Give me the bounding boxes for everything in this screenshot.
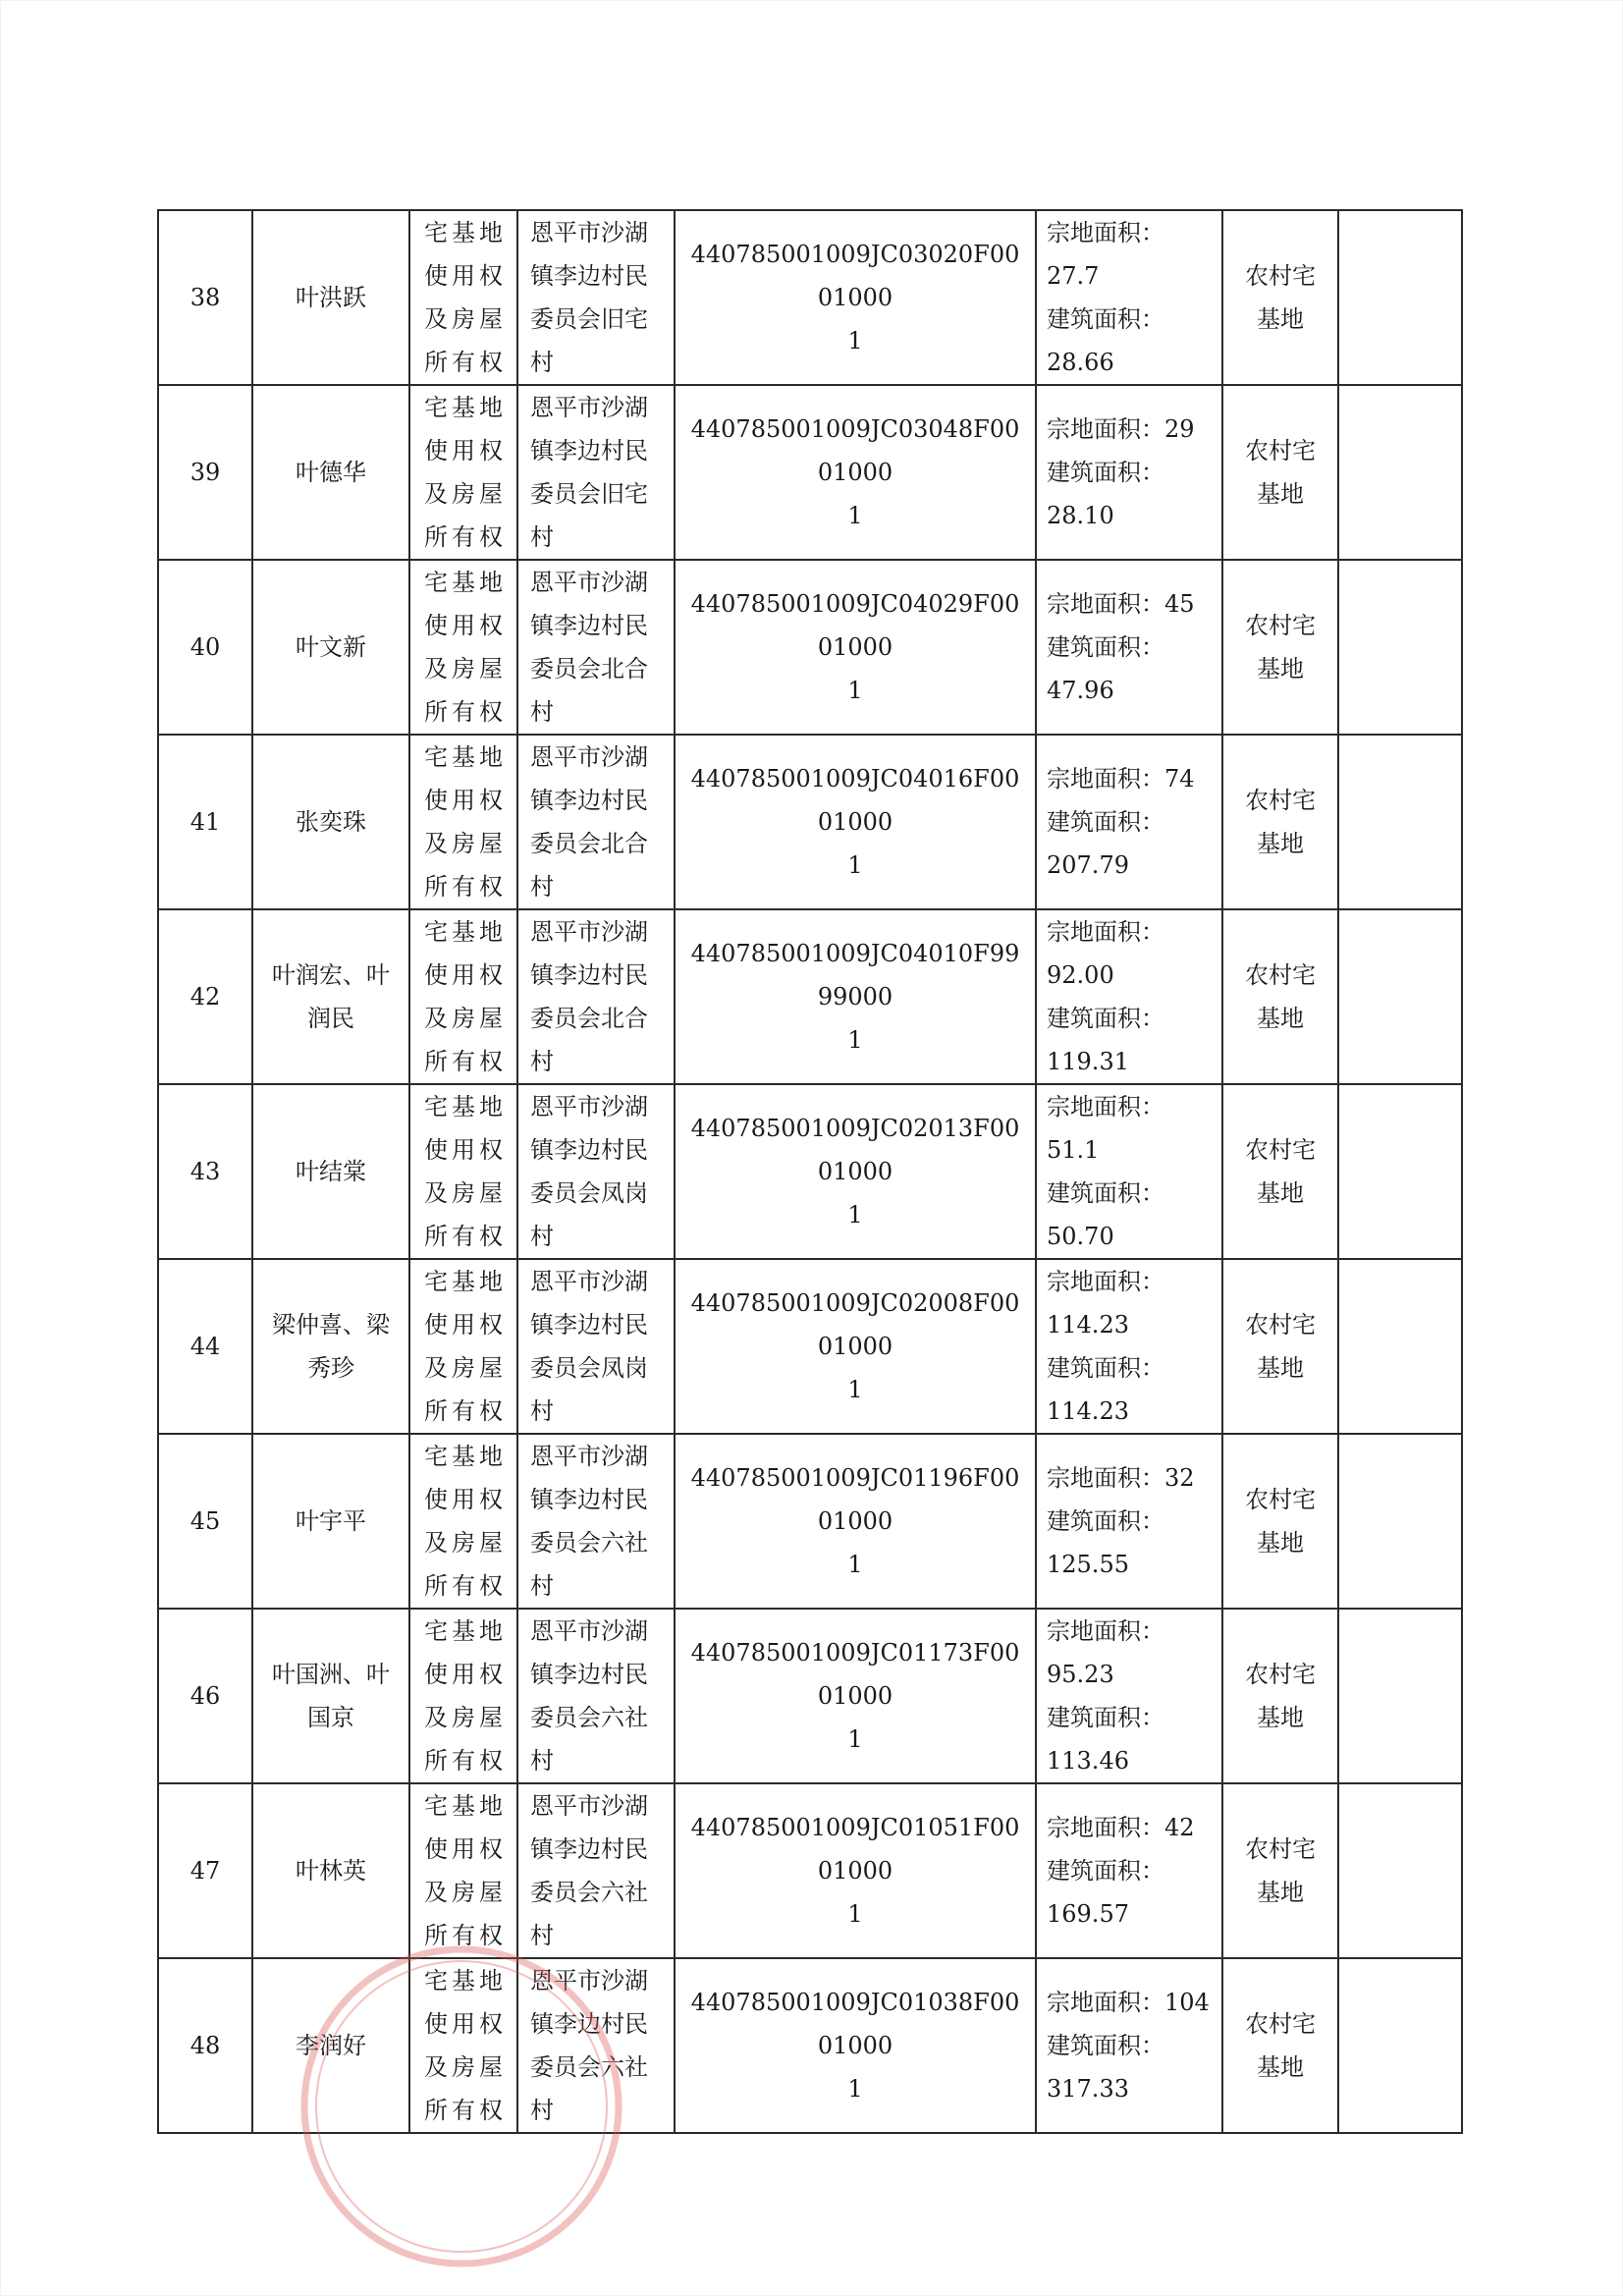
remark-cell	[1338, 1958, 1462, 2133]
land-use-cell	[1222, 385, 1338, 560]
record-number-cell: 38	[158, 210, 252, 385]
remark-cell	[1338, 560, 1462, 735]
remark-cell	[1338, 1259, 1462, 1434]
parcel-code-line: 440785001009JC03048F0001000	[690, 415, 1020, 486]
area-line: 宗地面积：51.1	[1047, 1093, 1164, 1164]
parcel-code-cell	[675, 1259, 1036, 1434]
table-row	[158, 1259, 1462, 1434]
location-cell	[517, 909, 675, 1084]
land-use-line: 基地	[1257, 1179, 1304, 1207]
right-type-line: 宅基地	[424, 1967, 503, 1995]
parcel-code-cell	[675, 1783, 1036, 1958]
location-line: 委员会北合	[530, 830, 648, 857]
remark-cell	[1338, 1084, 1462, 1259]
parcel-code-cell	[675, 735, 1036, 909]
area-cell	[1036, 1259, 1222, 1434]
right-type-line: 宅基地	[424, 1792, 503, 1820]
right-type-line: 及房屋	[424, 1005, 503, 1032]
area-line: 114.23	[1047, 1397, 1129, 1425]
record-number-cell: 45	[158, 1434, 252, 1609]
owner-name-line: 叶文新	[296, 633, 366, 661]
location-line: 恩平市沙湖	[530, 1268, 648, 1295]
right-type-line: 宅基地	[424, 918, 503, 946]
area-cell	[1036, 1434, 1222, 1609]
location-cell	[517, 1958, 675, 2133]
land-use-line: 基地	[1257, 830, 1304, 857]
area-line: 113.46	[1047, 1747, 1129, 1775]
parcel-code-line: 440785001009JC04029F0001000	[690, 590, 1020, 661]
land-use-line: 农村宅	[1245, 2010, 1316, 2038]
location-line: 镇李边村民	[530, 437, 648, 465]
owner-name-line: 叶德华	[296, 459, 366, 486]
land-use-line: 基地	[1257, 1879, 1304, 1906]
land-use-line: 基地	[1257, 1704, 1304, 1731]
location-line: 委员会凤岗	[530, 1354, 648, 1382]
parcel-code-line: 440785001009JC03020F0001000	[690, 241, 1020, 311]
table-row	[158, 1609, 1462, 1783]
parcel-code-line: 440785001009JC01196F0001000	[690, 1464, 1020, 1535]
record-number-cell: 44	[158, 1259, 252, 1434]
location-line: 委员会六社	[530, 1529, 648, 1557]
area-line: 宗地面积：27.7	[1047, 219, 1164, 290]
right-type-line: 宅基地	[424, 569, 503, 596]
area-line: 119.31	[1047, 1048, 1129, 1075]
area-line: 建筑面积：	[1047, 1005, 1164, 1032]
table-row	[158, 385, 1462, 560]
right-type-cell	[409, 1259, 517, 1434]
remark-cell	[1338, 1783, 1462, 1958]
area-line: 125.55	[1047, 1551, 1129, 1578]
remark-cell	[1338, 735, 1462, 909]
location-line: 恩平市沙湖	[530, 918, 648, 946]
location-line: 村	[530, 523, 554, 551]
parcel-code-line: 1	[847, 2075, 863, 2103]
record-number-cell: 47	[158, 1783, 252, 1958]
right-type-line: 使用权	[424, 1661, 503, 1688]
location-line: 委员会北合	[530, 1005, 648, 1032]
right-type-line: 及房屋	[424, 2053, 503, 2081]
parcel-code-cell	[675, 909, 1036, 1084]
record-number-cell: 43	[158, 1084, 252, 1259]
owner-name-cell	[252, 1084, 409, 1259]
area-line: 207.79	[1047, 851, 1129, 879]
location-cell	[517, 735, 675, 909]
right-type-line: 及房屋	[424, 1179, 503, 1207]
right-type-line: 及房屋	[424, 480, 503, 508]
right-type-line: 宅基地	[424, 394, 503, 421]
location-line: 委员会旧宅	[530, 480, 648, 508]
right-type-line: 使用权	[424, 437, 503, 465]
table-row	[158, 1434, 1462, 1609]
right-type-line: 所有权	[424, 349, 503, 376]
right-type-line: 使用权	[424, 262, 503, 290]
area-line: 宗地面积：74	[1047, 765, 1195, 793]
right-type-cell	[409, 1084, 517, 1259]
location-line: 恩平市沙湖	[530, 394, 648, 421]
owner-name-line: 国京	[307, 1704, 354, 1731]
area-line: 建筑面积：	[1047, 1507, 1164, 1535]
remark-cell	[1338, 1434, 1462, 1609]
table-row	[158, 909, 1462, 1084]
right-type-cell	[409, 1609, 517, 1783]
area-cell	[1036, 1084, 1222, 1259]
area-line: 宗地面积：95.23	[1047, 1617, 1164, 1688]
owner-name-cell	[252, 1259, 409, 1434]
parcel-code-line: 1	[847, 851, 863, 879]
location-line: 村	[530, 873, 554, 901]
area-line: 宗地面积：	[1047, 1268, 1164, 1295]
area-cell	[1036, 560, 1222, 735]
owner-name-line: 秀珍	[307, 1354, 354, 1382]
location-line: 恩平市沙湖	[530, 1093, 648, 1121]
right-type-line: 所有权	[424, 2097, 503, 2124]
owner-name-line: 李润好	[296, 2032, 366, 2059]
right-type-line: 使用权	[424, 1835, 503, 1863]
table-row	[158, 1958, 1462, 2133]
parcel-code-line: 1	[847, 1900, 863, 1928]
location-line: 恩平市沙湖	[530, 219, 648, 246]
owner-name-cell	[252, 560, 409, 735]
parcel-code-line: 1	[847, 502, 863, 529]
owner-name-cell	[252, 385, 409, 560]
area-cell	[1036, 909, 1222, 1084]
land-use-line: 农村宅	[1245, 787, 1316, 814]
owner-name-cell	[252, 210, 409, 385]
location-line: 恩平市沙湖	[530, 1967, 648, 1995]
location-line: 镇李边村民	[530, 612, 648, 639]
land-use-cell	[1222, 1434, 1338, 1609]
owner-name-cell	[252, 735, 409, 909]
owner-name-cell	[252, 1434, 409, 1609]
parcel-code-line: 440785001009JC01173F0001000	[690, 1639, 1020, 1710]
table-row	[158, 1084, 1462, 1259]
land-use-cell	[1222, 735, 1338, 909]
location-cell	[517, 1084, 675, 1259]
right-type-line: 所有权	[424, 523, 503, 551]
location-cell	[517, 1259, 675, 1434]
record-number-cell: 46	[158, 1609, 252, 1783]
area-line: 建筑面积：28.10	[1047, 459, 1164, 529]
record-number-cell: 42	[158, 909, 252, 1084]
area-cell	[1036, 1609, 1222, 1783]
parcel-code-line: 1	[847, 677, 863, 704]
location-cell	[517, 560, 675, 735]
right-type-line: 宅基地	[424, 1617, 503, 1645]
land-use-cell	[1222, 1084, 1338, 1259]
parcel-code-line: 1	[847, 1725, 863, 1753]
land-use-line: 基地	[1257, 1005, 1304, 1032]
area-line: 建筑面积：50.70	[1047, 1179, 1164, 1250]
right-type-cell	[409, 385, 517, 560]
location-line: 村	[530, 349, 554, 376]
location-line: 恩平市沙湖	[530, 1792, 648, 1820]
location-cell	[517, 385, 675, 560]
location-line: 镇李边村民	[530, 787, 648, 814]
right-type-line: 及房屋	[424, 305, 503, 333]
right-type-line: 及房屋	[424, 655, 503, 683]
owner-name-line: 叶宇平	[296, 1507, 366, 1535]
owner-name-cell	[252, 1609, 409, 1783]
owner-name-cell	[252, 1958, 409, 2133]
right-type-line: 所有权	[424, 698, 503, 726]
area-line: 114.23	[1047, 1311, 1129, 1339]
record-number-cell: 39	[158, 385, 252, 560]
right-type-line: 所有权	[424, 1572, 503, 1600]
right-type-line: 宅基地	[424, 1268, 503, 1295]
parcel-code-cell	[675, 1958, 1036, 2133]
owner-name-line: 叶林英	[296, 1857, 366, 1885]
location-cell	[517, 1609, 675, 1783]
remark-cell	[1338, 909, 1462, 1084]
land-use-line: 基地	[1257, 655, 1304, 683]
area-line: 宗地面积：32	[1047, 1464, 1195, 1492]
location-line: 恩平市沙湖	[530, 569, 648, 596]
right-type-line: 所有权	[424, 1922, 503, 1949]
location-line: 村	[530, 698, 554, 726]
location-line: 恩平市沙湖	[530, 1617, 648, 1645]
location-line: 委员会旧宅	[530, 305, 648, 333]
location-line: 镇李边村民	[530, 262, 648, 290]
location-line: 镇李边村民	[530, 1136, 648, 1164]
right-type-line: 所有权	[424, 1048, 503, 1075]
land-use-cell	[1222, 1783, 1338, 1958]
parcel-code-line: 440785001009JC02008F0001000	[690, 1289, 1020, 1360]
land-use-line: 基地	[1257, 480, 1304, 508]
right-type-line: 及房屋	[424, 830, 503, 857]
parcel-code-line: 440785001009JC01051F0001000	[690, 1814, 1020, 1885]
right-type-line: 及房屋	[424, 1704, 503, 1731]
right-type-line: 所有权	[424, 873, 503, 901]
location-line: 委员会六社	[530, 1879, 648, 1906]
right-type-line: 使用权	[424, 1136, 503, 1164]
parcel-code-cell	[675, 210, 1036, 385]
location-cell	[517, 210, 675, 385]
location-cell	[517, 1434, 675, 1609]
parcel-code-line: 1	[847, 1551, 863, 1578]
area-line: 建筑面积：	[1047, 808, 1164, 836]
right-type-line: 使用权	[424, 1486, 503, 1513]
parcel-code-cell	[675, 560, 1036, 735]
land-use-cell	[1222, 1259, 1338, 1434]
location-line: 委员会凤岗	[530, 1179, 648, 1207]
record-number-cell: 40	[158, 560, 252, 735]
owner-name-line: 叶结棠	[296, 1158, 366, 1185]
land-use-line: 农村宅	[1245, 612, 1316, 639]
parcel-code-cell	[675, 1609, 1036, 1783]
location-line: 村	[530, 1223, 554, 1250]
land-use-line: 农村宅	[1245, 1136, 1316, 1164]
right-type-line: 及房屋	[424, 1879, 503, 1906]
parcel-code-line: 1	[847, 1201, 863, 1229]
area-cell	[1036, 385, 1222, 560]
land-use-line: 农村宅	[1245, 1661, 1316, 1688]
area-line: 宗地面积：45	[1047, 590, 1195, 618]
table-row	[158, 210, 1462, 385]
area-line: 建筑面积：47.96	[1047, 633, 1164, 704]
table-row	[158, 1783, 1462, 1958]
location-line: 恩平市沙湖	[530, 1443, 648, 1470]
land-use-cell	[1222, 210, 1338, 385]
remark-cell	[1338, 210, 1462, 385]
owner-name-cell	[252, 909, 409, 1084]
area-cell	[1036, 1783, 1222, 1958]
owner-name-line: 润民	[307, 1005, 354, 1032]
record-number-cell: 48	[158, 1958, 252, 2133]
parcel-code-cell	[675, 385, 1036, 560]
right-type-cell	[409, 1958, 517, 2133]
parcel-code-cell	[675, 1084, 1036, 1259]
area-cell	[1036, 210, 1222, 385]
right-type-line: 宅基地	[424, 743, 503, 771]
area-line: 建筑面积：28.66	[1047, 305, 1164, 376]
area-line: 宗地面积：29	[1047, 415, 1195, 443]
owner-name-line: 叶国洲、叶	[272, 1661, 390, 1688]
location-line: 村	[530, 1747, 554, 1775]
location-line: 镇李边村民	[530, 961, 648, 989]
right-type-line: 使用权	[424, 961, 503, 989]
location-line: 村	[530, 1397, 554, 1425]
location-line: 镇李边村民	[530, 1486, 648, 1513]
area-cell	[1036, 735, 1222, 909]
record-number-cell: 41	[158, 735, 252, 909]
land-use-line: 基地	[1257, 2053, 1304, 2081]
parcel-code-line: 440785001009JC04010F9999000	[690, 940, 1020, 1011]
land-use-line: 基地	[1257, 1529, 1304, 1557]
parcel-code-cell	[675, 1434, 1036, 1609]
land-use-line: 农村宅	[1245, 1486, 1316, 1513]
area-line: 317.33	[1047, 2075, 1129, 2103]
land-use-cell	[1222, 1609, 1338, 1783]
location-line: 委员会北合	[530, 655, 648, 683]
area-line: 建筑面积：	[1047, 1857, 1164, 1885]
location-line: 村	[530, 1572, 554, 1600]
right-type-line: 使用权	[424, 787, 503, 814]
right-type-line: 所有权	[424, 1397, 503, 1425]
parcel-code-line: 440785001009JC02013F0001000	[690, 1115, 1020, 1185]
remark-cell	[1338, 1609, 1462, 1783]
right-type-cell	[409, 735, 517, 909]
area-line: 宗地面积：92.00	[1047, 918, 1164, 989]
location-line: 委员会六社	[530, 1704, 648, 1731]
right-type-line: 所有权	[424, 1223, 503, 1250]
table-row	[158, 735, 1462, 909]
right-type-cell	[409, 560, 517, 735]
table-row	[158, 560, 1462, 735]
right-type-line: 使用权	[424, 2010, 503, 2038]
right-type-line: 及房屋	[424, 1529, 503, 1557]
location-line: 委员会六社	[530, 2053, 648, 2081]
area-line: 建筑面积：	[1047, 1354, 1164, 1382]
land-use-line: 农村宅	[1245, 262, 1316, 290]
area-line: 宗地面积：42	[1047, 1814, 1195, 1841]
land-use-line: 农村宅	[1245, 437, 1316, 465]
owner-name-line: 叶洪跃	[296, 284, 366, 311]
owner-name-line: 张奕珠	[296, 808, 366, 836]
table-body	[158, 210, 1462, 2133]
land-use-cell	[1222, 560, 1338, 735]
location-line: 镇李边村民	[530, 1835, 648, 1863]
land-use-line: 农村宅	[1245, 1835, 1316, 1863]
location-line: 镇李边村民	[530, 1311, 648, 1339]
owner-name-line: 叶润宏、叶	[272, 961, 390, 989]
right-type-cell	[409, 1434, 517, 1609]
location-line: 村	[530, 2097, 554, 2124]
parcel-code-line: 1	[847, 1376, 863, 1403]
owner-name-line: 梁仲喜、梁	[272, 1311, 390, 1339]
land-use-cell	[1222, 909, 1338, 1084]
area-line: 建筑面积：	[1047, 2032, 1164, 2059]
remark-cell	[1338, 385, 1462, 560]
land-use-cell	[1222, 1958, 1338, 2133]
parcel-code-line: 440785001009JC04016F0001000	[690, 765, 1020, 836]
parcel-code-line: 1	[847, 327, 863, 355]
location-cell	[517, 1783, 675, 1958]
records-table	[157, 209, 1463, 2134]
location-line: 村	[530, 1922, 554, 1949]
land-use-line: 基地	[1257, 305, 1304, 333]
owner-name-cell	[252, 1783, 409, 1958]
area-line: 宗地面积：104	[1047, 1989, 1210, 2016]
right-type-line: 使用权	[424, 612, 503, 639]
right-type-line: 宅基地	[424, 1443, 503, 1470]
location-line: 镇李边村民	[530, 1661, 648, 1688]
right-type-line: 宅基地	[424, 219, 503, 246]
land-use-line: 农村宅	[1245, 961, 1316, 989]
right-type-line: 使用权	[424, 1311, 503, 1339]
location-line: 村	[530, 1048, 554, 1075]
area-line: 169.57	[1047, 1900, 1129, 1928]
right-type-cell	[409, 909, 517, 1084]
location-line: 恩平市沙湖	[530, 743, 648, 771]
land-use-line: 基地	[1257, 1354, 1304, 1382]
area-line: 建筑面积：	[1047, 1704, 1164, 1731]
area-cell	[1036, 1958, 1222, 2133]
right-type-line: 及房屋	[424, 1354, 503, 1382]
parcel-code-line: 440785001009JC01038F0001000	[690, 1989, 1020, 2059]
right-type-line: 所有权	[424, 1747, 503, 1775]
right-type-cell	[409, 1783, 517, 1958]
location-line: 镇李边村民	[530, 2010, 648, 2038]
right-type-line: 宅基地	[424, 1093, 503, 1121]
parcel-code-line: 1	[847, 1026, 863, 1054]
land-use-line: 农村宅	[1245, 1311, 1316, 1339]
right-type-cell	[409, 210, 517, 385]
